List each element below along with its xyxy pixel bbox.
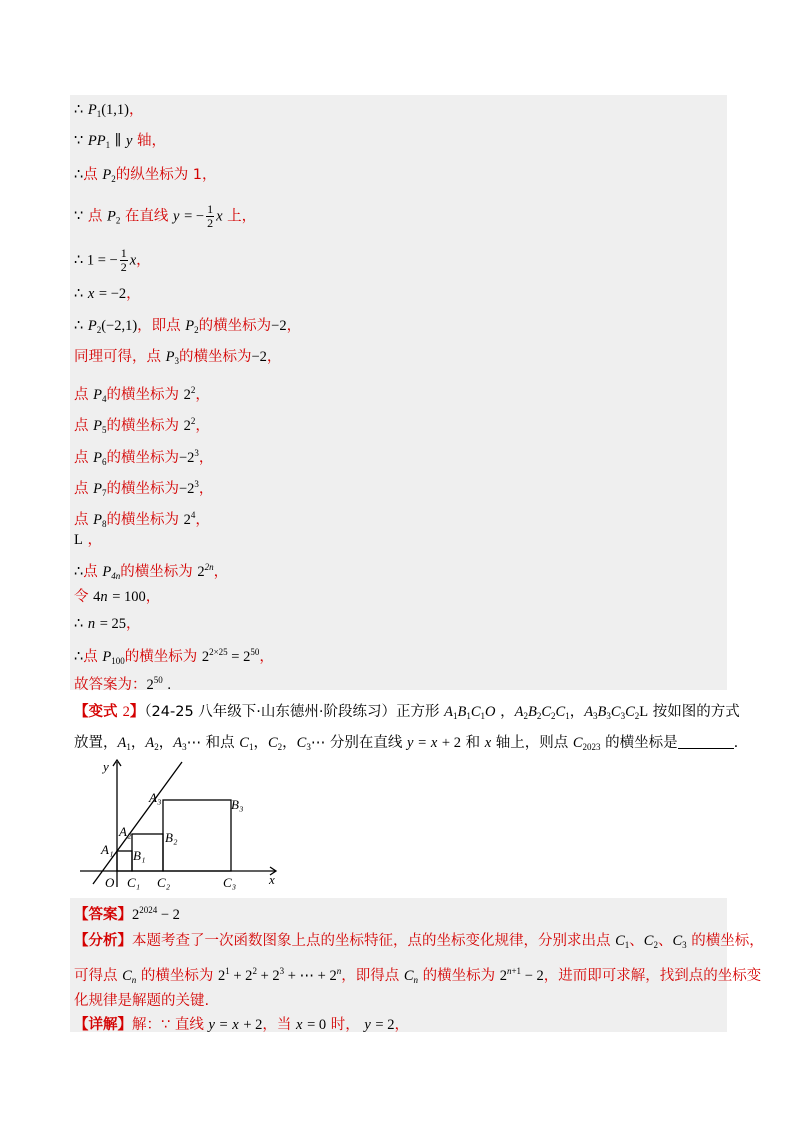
label-A1: A₁ <box>101 842 114 857</box>
solution-line-5: ∴ 1 = − $\frac{1}{2}$ x， <box>74 246 151 274</box>
problem-line-2: 放置，$A_1$，$A_2$，$A_3\cdots$ 和点 $C_1$，$C_2$，$C_3\cdots$ 分别在直线 y = x + 2 和 x 轴上，则点 $C_{2023}$ 的横坐标是 . <box>74 735 739 752</box>
answer-block <box>70 898 764 1033</box>
answer-line: 【答案】$2^{2024} - 2$ <box>74 905 180 923</box>
solution-line-9: 点 $P_4$的横坐标为 $2^2$， <box>74 385 210 404</box>
solution-line-18: ∴点 $P_{100}$的横坐标为 $2^{2\times 25} = 2^{50}$， <box>74 647 274 666</box>
solution-line-11: 点 $P_6$的横坐标为$-2^3$， <box>74 448 214 467</box>
answer-tag: 【答案】 <box>74 907 132 923</box>
solution-line-14: L ， <box>74 532 102 548</box>
solution-line-1: ∴ $P_1(1,1)$， <box>74 102 144 119</box>
label-O: O <box>105 875 115 890</box>
square-1 <box>117 851 132 871</box>
detail-tag: 【详解】 <box>74 1017 132 1033</box>
label-A3: A₃ <box>149 790 162 805</box>
line-y-x-plus-2 <box>93 762 182 884</box>
solution-line-2: ∵ $PP_1$ ∥ y 轴， <box>74 133 167 150</box>
squares-figure <box>75 757 285 892</box>
problem-line-1: 【变式 2】（24-25 八年级下·山东德州·阶段练习）正方形 $A_1B_1C_1O$ ，$A_2B_2C_2C_1$，$A_3B_3C_3C_2L$ 按如图的方式 <box>74 704 740 721</box>
solution-line-12: 点 $P_7$的横坐标为$-2^3$， <box>74 479 214 498</box>
analysis-line-2: 可得点 $C_n$ 的横坐标为 $2^1 + 2^2 + 2^3$ + ⋯ + $2^n$，即得点 $C_n$ 的横坐标为 $2^{n+1} - 2$，进而即可求解，找到点的坐标变 <box>74 966 762 985</box>
label-C2: C₂ <box>157 875 171 890</box>
solution-line-13: 点 $P_8$的横坐标为 $2^4$， <box>74 510 210 529</box>
solution-line-7: ∴ $P_2(-2,1)$，即点 $P_2$的横坐标为−2， <box>74 318 302 335</box>
answer-blank <box>678 734 734 749</box>
solution-line-8: 同理可得，点 $P_3$的横坐标为−2， <box>74 349 282 366</box>
label-B1: B₁ <box>133 848 146 863</box>
solution-line-4: ∵ 点 $P_2$ 在直线 y = − $\frac{1}{2}$ x 上， <box>74 202 257 230</box>
label-A2: A₂ <box>119 824 132 839</box>
label-C1: C₁ <box>127 875 141 890</box>
solution-line-16: 令 4n = 100， <box>74 589 161 605</box>
solution-line-3: ∴点 $P_2$的纵坐标为 1， <box>74 167 217 184</box>
solution-line-17: ∴ n = 25， <box>74 616 141 632</box>
detail-line: 【详解】解：∵ 直线 y = x + 2，当 x = 0 时， y = 2， <box>74 1017 409 1033</box>
solution-line-6: ∴ x = −2， <box>74 286 141 302</box>
label-x: x <box>269 872 275 887</box>
label-B3: B₃ <box>231 797 244 812</box>
solution-line-19: 故答案为：$2^{50}$ . <box>74 675 171 693</box>
label-B2: B₂ <box>165 830 178 845</box>
label-y: y <box>103 759 109 774</box>
label-C3: C₃ <box>223 875 237 890</box>
solution-line-15: ∴点 $P_{4n}$的横坐标为 $2^{2n}$， <box>74 562 229 581</box>
solution-line-10: 点 $P_5$的横坐标为 $2^2$， <box>74 416 210 435</box>
analysis-line-1: 【分析】本题考查了一次函数图象上点的坐标特征，点的坐标变化规律，分别求出点 $C_1$、$C_2$、$C_3$ 的横坐标， <box>74 933 764 950</box>
analysis-line-3: 化规律是解题的关键. <box>74 993 210 1009</box>
